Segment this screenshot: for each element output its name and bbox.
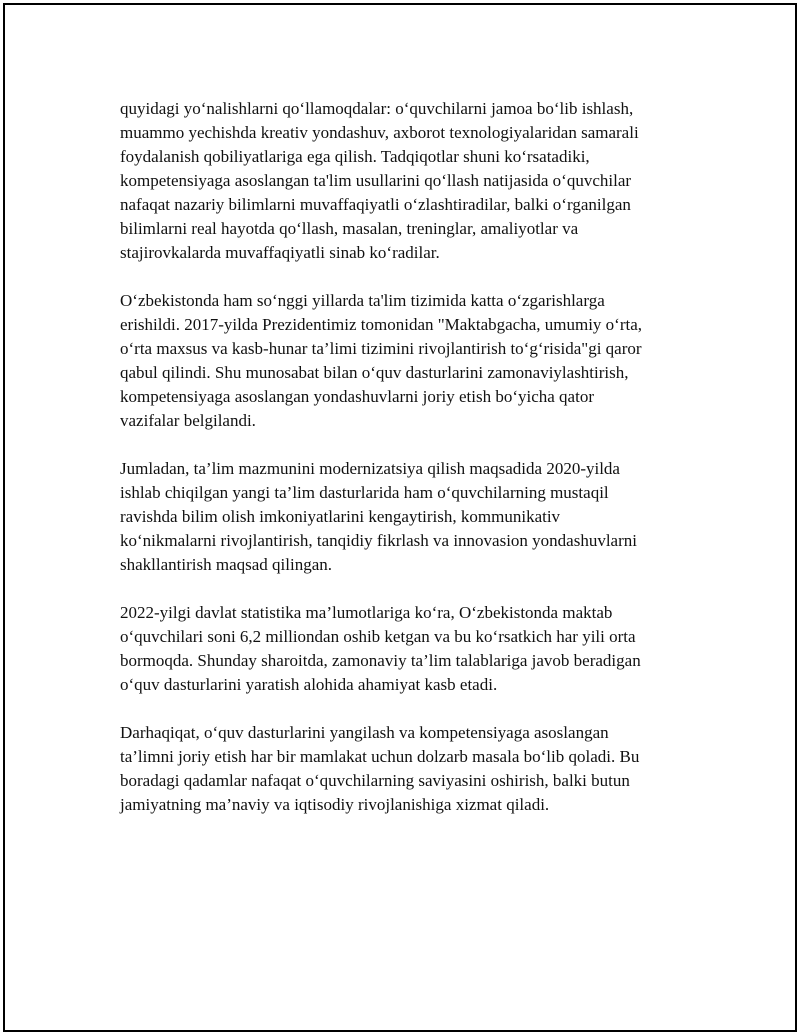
paragraph-line: jamiyatning ma’naviy va iqtisodiy rivojlanishiga xizmat qiladi. — [120, 795, 550, 814]
paragraph-line: O‘zbekistonda ham so‘nggi yillarda ta'lim tizimida katta o‘zgarishlarga — [120, 291, 605, 310]
paragraph-line: bormoqda. Shunday sharoitda, zamonaviy ta’lim talablariga javob beradigan — [120, 651, 641, 670]
paragraph-line: ravishda bilim olish imkoniyatlarini kengaytirish, kommunikativ — [120, 507, 561, 526]
paragraph-line: stajirovkalarda muvaffaqiyatli sinab ko‘radilar. — [120, 243, 440, 262]
document-body — [120, 97, 710, 841]
paragraph-line: vazifalar belgilandi. — [120, 411, 256, 430]
page-frame — [3, 3, 797, 1032]
paragraph-line: o‘quvchilari soni 6,2 milliondan oshib ketgan va bu ko‘rsatkich har yili orta — [120, 627, 636, 646]
paragraph-line: bilimlarni real hayotda qo‘llash, masalan, treninglar, amaliyotlar va — [120, 219, 579, 238]
paragraph-line: kompetensiyaga asoslangan ta'lim usullarini qo‘llash natijasida o‘quvchilar — [120, 171, 632, 190]
paragraph-line: foydalanish qobiliyatlariga ega qilish. Tadqiqotlar shuni ko‘rsatadiki, — [120, 147, 590, 166]
paragraph-line: Darhaqiqat, o‘quv dasturlarini yangilash va kompetensiyaga asoslangan — [120, 723, 609, 742]
paragraph-3 — [120, 457, 710, 577]
paragraph-line: muammo yechishda kreativ yondashuv, axborot texnologiyalaridan samarali — [120, 123, 639, 142]
paragraph-5 — [120, 721, 710, 817]
paragraph-line: 2022-yilgi davlat statistika ma’lumotlariga ko‘ra, O‘zbekistonda maktab — [120, 603, 613, 622]
paragraph-line: ko‘nikmalarni rivojlantirish, tanqidiy fikrlash va innovasion yondashuvlarni — [120, 531, 637, 550]
paragraph-line: o‘quv dasturlarini yaratish alohida ahamiyat kasb etadi. — [120, 675, 498, 694]
paragraph-1 — [120, 97, 710, 265]
paragraph-2 — [120, 289, 710, 433]
paragraph-line: qabul qilindi. Shu munosabat bilan o‘quv dasturlarini zamonaviylashtirish, — [120, 363, 629, 382]
paragraph-line: shakllantirish maqsad qilingan. — [120, 555, 332, 574]
paragraph-line: quyidagi yo‘nalishlarni qo‘llamoqdalar: o‘quvchilarni jamoa bo‘lib ishlash, — [120, 99, 634, 118]
paragraph-line: o‘rta maxsus va kasb-hunar ta’limi tizimini rivojlantirish to‘g‘risida"gi qaror — [120, 339, 642, 358]
paragraph-line: ta’limni joriy etish har bir mamlakat uchun dolzarb masala bo‘lib qoladi. Bu — [120, 747, 640, 766]
paragraph-line: boradagi qadamlar nafaqat o‘quvchilarning saviyasini oshirish, balki butun — [120, 771, 630, 790]
paragraph-line: erishildi. 2017-yilda Prezidentimiz tomonidan "Maktabgacha, umumiy o‘rta, — [120, 315, 643, 334]
paragraph-4 — [120, 601, 710, 697]
paragraph-line: ishlab chiqilgan yangi ta’lim dasturlarida ham o‘quvchilarning mustaqil — [120, 483, 609, 502]
paragraph-line: Jumladan, ta’lim mazmunini modernizatsiya qilish maqsadida 2020-yilda — [120, 459, 620, 478]
paragraph-line: nafaqat nazariy bilimlarni muvaffaqiyatli o‘zlashtiradilar, balki o‘rganilgan — [120, 195, 631, 214]
paragraph-line: kompetensiyaga asoslangan yondashuvlarni joriy etish bo‘yicha qator — [120, 387, 594, 406]
